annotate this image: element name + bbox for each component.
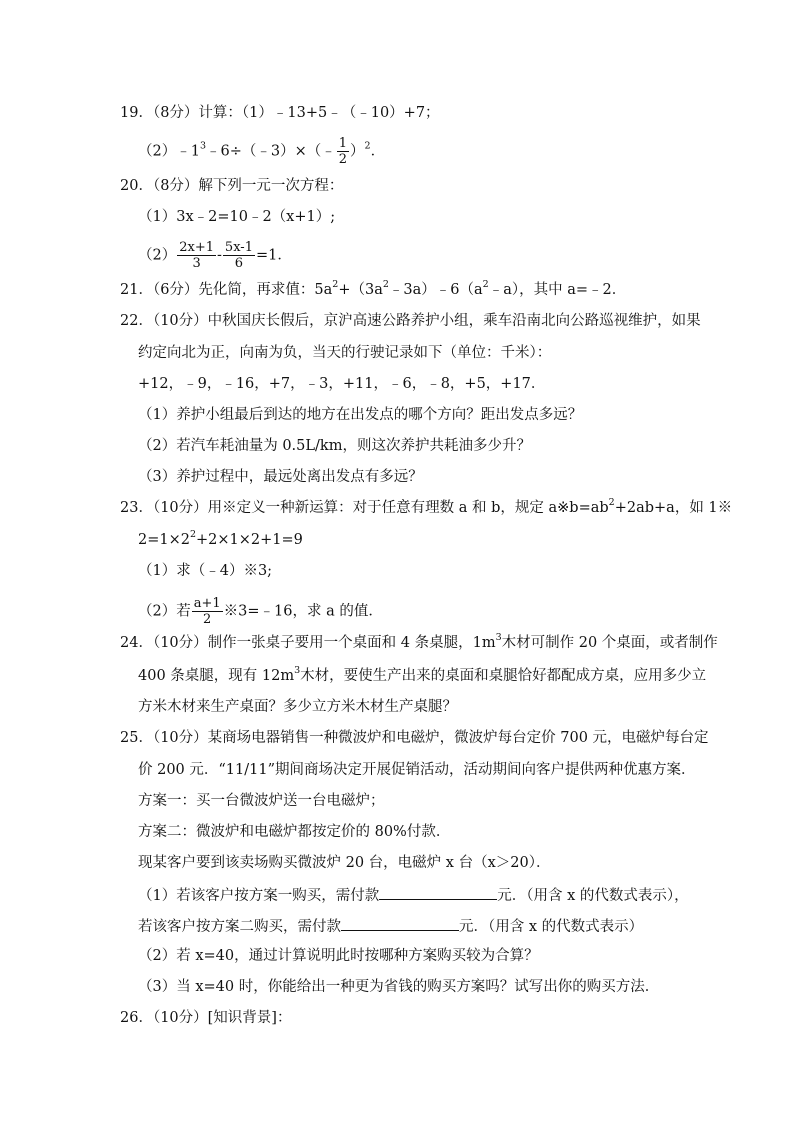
q22-line2: 约定向北为正，向南为负，当天的行驶记录如下（单位：千米）：	[138, 345, 552, 361]
q21-stem: 21．（6分）先化简，再求值：$5a^2+(3a^2﹣3a)﹣6(a^2﹣a)$，其中 a=﹣2．	[120, 279, 627, 298]
q23-fraction: $\frac{a+1}{2}$	[193, 596, 221, 627]
q20-fraction-2: $\frac{5x-1}{6}$	[224, 240, 253, 271]
q19-part2: $(2)﹣1^3﹣6\div(﹣3)\times(﹣$ $\frac{1}{2}$ ）$^2$．	[138, 136, 386, 167]
q20-part1: （1）3x﹣2=10﹣2（x+1）;	[138, 209, 336, 225]
q25-part2: （2）若 x=40，通过计算说明此时按哪种方案购买较为合算？	[138, 948, 539, 964]
q25-line3: 现某客户要到该卖场购买微波炉 20 台，电磁炉 x 台（x＞20）．	[138, 855, 551, 871]
q22-part2: （2）若汽车耗油量为 0.5L/km，则这次养护共耗油多少升？	[138, 438, 531, 454]
q24-line3: 方米木材来生产桌面？多少立方米木材生产桌腿？	[138, 699, 457, 715]
q25-plan1: 方案一：买一台微波炉送一台电磁炉；	[138, 793, 385, 809]
q25-line2: 价 200 元．“11/11”期间商场决定开展促销活动，活动期间向客户提供两种优惠方案．	[138, 762, 696, 778]
q20-fraction-1: $\frac{2x+1}{3}$	[179, 240, 215, 271]
q23-part2: （2）若 $\frac{a+1}{2}$ ※3=﹣16，求 a 的值．	[138, 596, 383, 627]
q23-part1: （1）求（﹣4）※3;	[138, 563, 273, 579]
q20-stem: 20．（8分）解下列一元一次方程：	[120, 178, 344, 194]
q25-line1: 25．（10分）某商场电器销售一种微波炉和电磁炉，微波炉每台定价 700 元，电磁炉每台定	[120, 730, 709, 746]
q22-part3: （3）养护过程中，最远处离出发点有多远？	[138, 469, 423, 485]
q20-part2: （2） $\frac{2x+1}{3}$ - $\frac{5x-1}{6}$ =1．	[138, 240, 292, 271]
q25-part1a: （1）若该客户按方案一购买，需付款 元．（用含 x 的代数式表示），	[138, 885, 689, 905]
answer-blank-1[interactable]	[379, 885, 497, 900]
q24-line2: 400 条桌腿，现有 $12m^3$木材，要使生产出来的桌面和桌腿恰好都配成方桌，应用多少立	[138, 665, 707, 684]
q19-fraction: $\frac{1}{2}$	[338, 136, 348, 167]
q25-plan2: 方案二：微波炉和电磁炉都按定价的 80%付款．	[138, 824, 451, 840]
q22-part1: （1）养护小组最后到达的地方在出发点的哪个方向？距出发点多远？	[138, 407, 583, 423]
q25-part1b: 若该客户按方案二购买，需付款 元．（用含 x 的代数式表示）	[138, 916, 643, 936]
q19-stem: 19．（8分）计算：（1）﹣13+5﹣（﹣10）+7；	[120, 105, 440, 121]
q22-records: +12，﹣9，﹣16，+7，﹣3，+11，﹣6，﹣8，+5，+17．	[138, 376, 546, 392]
q26-line1: 26．（10分）[知识背景]：	[120, 1010, 292, 1026]
q25-part3: （3）当 x=40 时，你能给出一种更为省钱的购买方案吗？试写出你的购买方法．	[138, 979, 660, 995]
answer-blank-2[interactable]	[341, 916, 459, 931]
q22-line1: 22．（10分）中秋国庆长假后，京沪高速公路养护小组，乘车沿南北向公路巡视维护，如果	[120, 313, 701, 329]
q24-line1: 24．（10分）制作一张桌子要用一个桌面和 4 条桌腿，$1m^3$木材可制作 20 个桌面，或者制作	[120, 632, 718, 651]
q23-line1: 23．（10分）用※定义一种新运算：对于任意有理数 a 和 b，规定 $a※b=ab^2+2ab+a$，如 1※	[120, 497, 733, 516]
q23-line2: $2=1\times 2^2+2\times 1\times 2+1=9$	[138, 529, 303, 548]
